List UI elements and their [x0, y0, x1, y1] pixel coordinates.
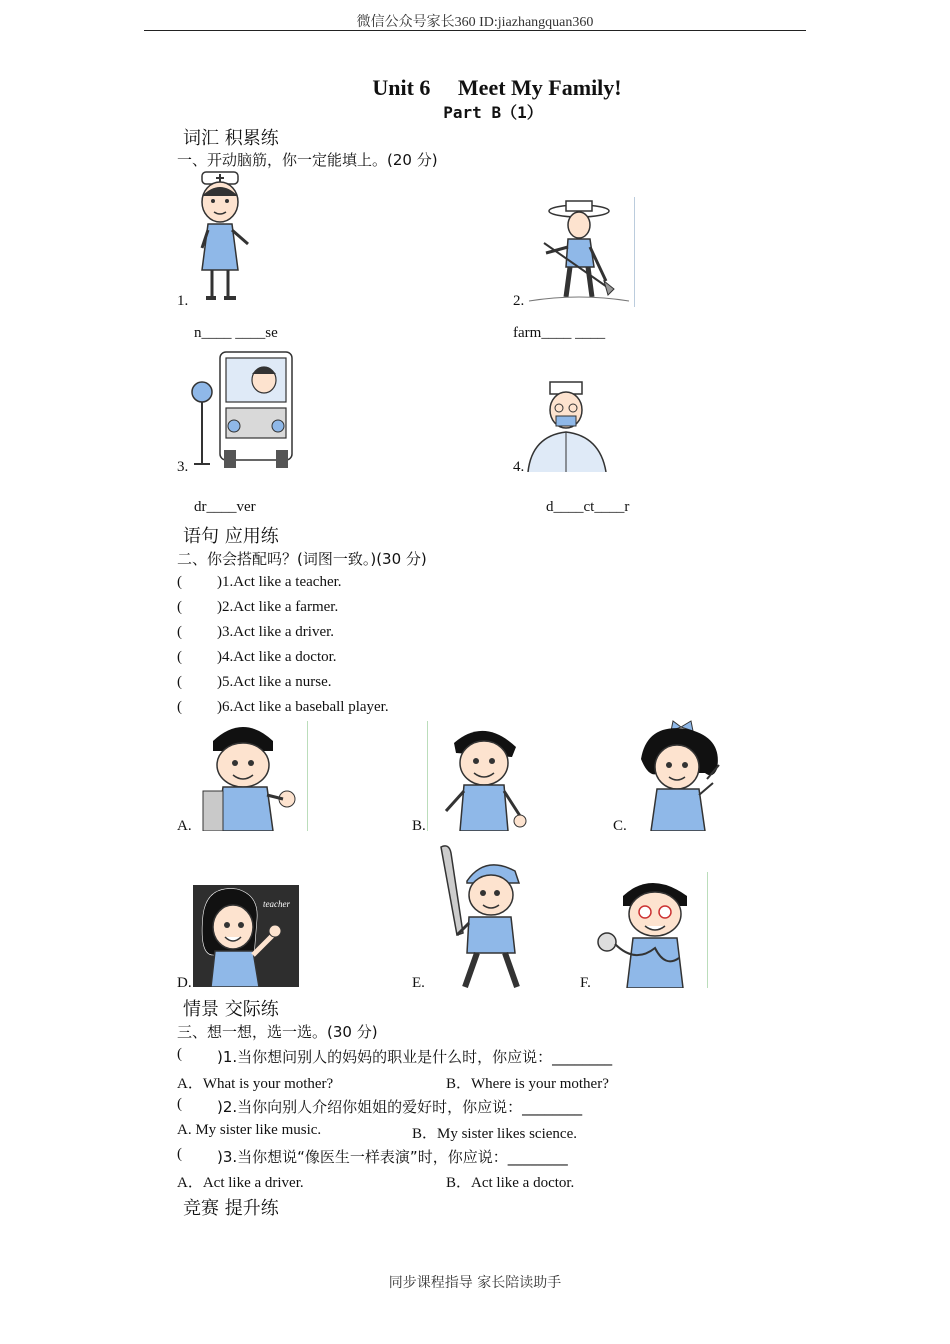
option-b: B．My sister likes science.	[412, 1126, 577, 1142]
picture-label: B.	[412, 818, 426, 834]
answer-bracket: (	[177, 624, 182, 640]
nurse-picture	[190, 170, 258, 306]
girl-nurse-picture	[627, 719, 727, 831]
answer-bracket: (	[177, 574, 182, 590]
question-2: )2.当你向别人介绍你姐姐的爱好时，你应说：________	[217, 1098, 583, 1116]
fill-blank-2: farm____ ____	[513, 325, 606, 341]
item-number: 4.	[513, 459, 525, 475]
match-item-1: )1.Act like a teacher.	[217, 574, 342, 590]
page-header: 微信公众号家长360 ID:jiazhangquan360	[356, 15, 594, 30]
match-item-4: )4.Act like a doctor.	[217, 649, 337, 665]
option-a: A．What is your mother?	[177, 1076, 334, 1092]
question-3: )3.当你想说“像医生一样表演”时，你应说：________	[217, 1148, 568, 1166]
boy-doctor-picture	[593, 872, 708, 988]
answer-bracket: (	[177, 1046, 182, 1062]
answer-bracket: (	[177, 599, 182, 615]
match-item-5: )5.Act like a nurse.	[217, 674, 332, 690]
item-number: 3.	[177, 459, 189, 475]
section-heading-sentences: 语句 应用练	[183, 526, 279, 547]
boy-driving-picture	[193, 721, 308, 831]
fill-blank-1: n____ ____se	[194, 325, 278, 341]
picture-label: E.	[412, 975, 425, 991]
picture-label: F.	[580, 975, 591, 991]
header-rule	[144, 30, 806, 31]
section-instruction: 三、想一想，选一选。(30 分)	[177, 1023, 378, 1041]
question-1: )1.当你想问别人的妈妈的职业是什么时，你应说：________	[217, 1048, 613, 1066]
item-number: 2.	[513, 293, 525, 309]
answer-bracket: (	[177, 1146, 182, 1162]
picture-label: A.	[177, 818, 192, 834]
page-subtitle: Part B（1）	[443, 103, 543, 122]
answer-bracket: (	[177, 699, 182, 715]
farmer-picture	[524, 197, 635, 307]
answer-bracket: (	[177, 649, 182, 665]
chalkboard-text: teacher	[263, 899, 290, 909]
section-heading-vocabulary: 词汇 积累练	[183, 128, 279, 149]
option-b: B．Where is your mother?	[446, 1076, 609, 1092]
answer-bracket: (	[177, 674, 182, 690]
item-number: 1.	[177, 293, 189, 309]
option-b: B．Act like a doctor.	[446, 1175, 575, 1191]
picture-label: D.	[177, 975, 192, 991]
fill-blank-4: d____ct____r	[546, 499, 630, 515]
doctor-picture	[524, 378, 610, 472]
page-footer: 同步课程指导 家长陪读助手	[388, 1275, 562, 1291]
match-item-2: )2.Act like a farmer.	[217, 599, 339, 615]
page-title: Unit 6 Meet My Family!	[372, 75, 622, 100]
section-heading-situations: 情景 交际练	[183, 999, 279, 1020]
section-heading-competition: 竞赛 提升练	[183, 1198, 279, 1219]
answer-bracket: (	[177, 1096, 182, 1112]
boy-farming-picture	[427, 721, 540, 831]
fill-blank-3: dr____ver	[194, 499, 256, 515]
match-item-3: )3.Act like a driver.	[217, 624, 335, 640]
boy-baseball-picture	[427, 843, 535, 988]
section-instruction: 一、开动脑筋，你一定能填上。(20 分)	[177, 151, 438, 169]
driver-picture	[190, 346, 294, 471]
girl-teacher-picture	[193, 885, 299, 987]
option-a: A．Act like a driver.	[177, 1175, 304, 1191]
option-a: A. My sister like music.	[177, 1122, 322, 1138]
section-instruction: 二、你会搭配吗？(词图一致。)(30 分)	[177, 550, 427, 568]
match-item-6: )6.Act like a baseball player.	[217, 699, 389, 715]
picture-label: C.	[613, 818, 627, 834]
